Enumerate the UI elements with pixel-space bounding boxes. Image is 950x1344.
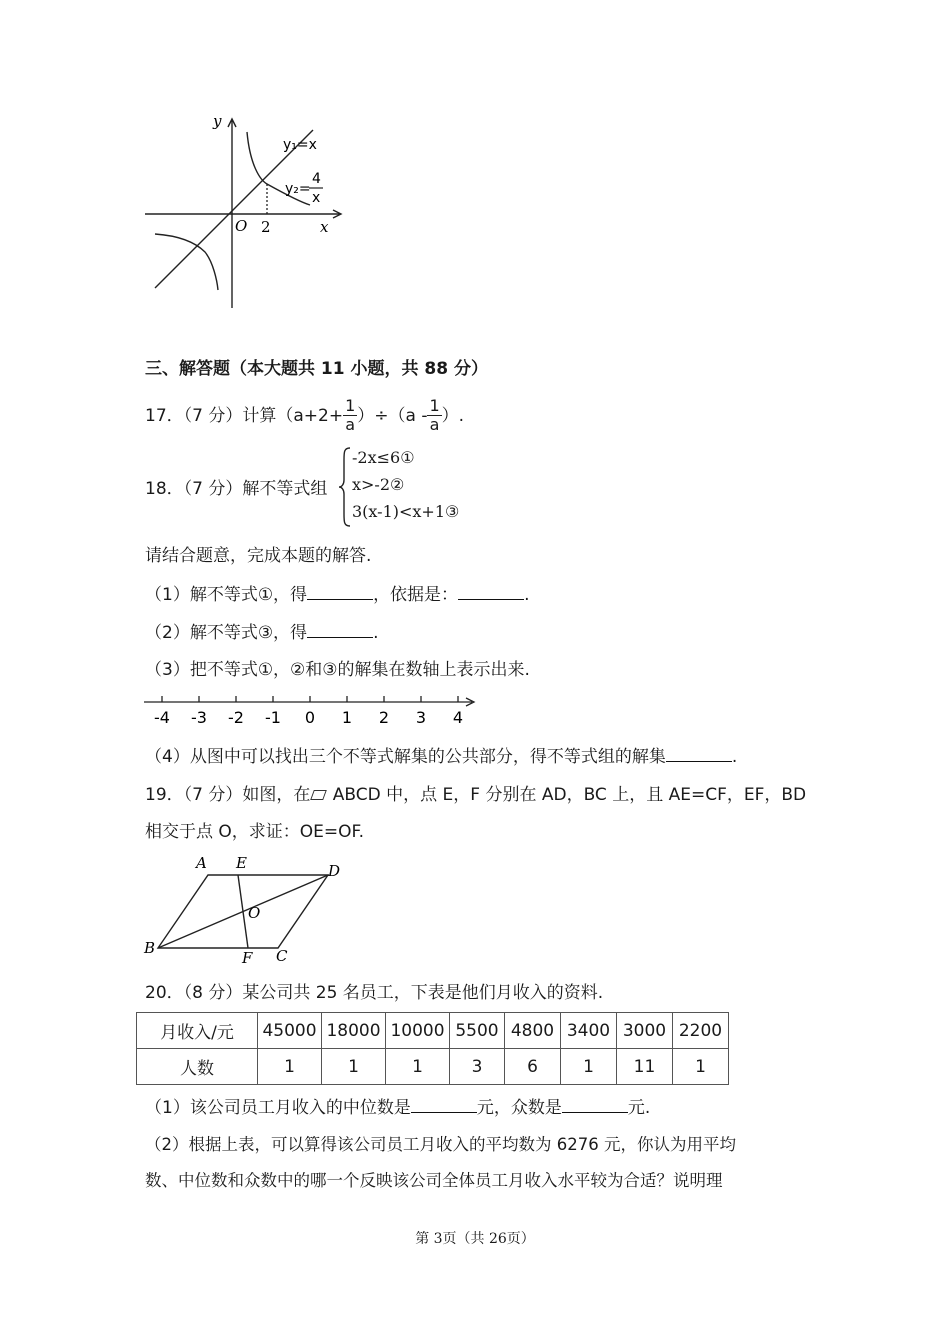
y-axis-label: y — [213, 112, 222, 130]
table-cell: 11 — [617, 1049, 673, 1085]
table-row — [137, 1049, 729, 1085]
q18-part-2 — [145, 621, 378, 644]
number-line — [140, 692, 485, 732]
label-d: D — [328, 862, 341, 880]
page-footer: 第 3页（共 26页） — [415, 1231, 535, 1247]
table-cell: 2200 — [673, 1013, 729, 1049]
q18-part-1 — [145, 583, 529, 606]
hyperbola-third-quadrant — [155, 234, 218, 290]
parallelogram-icon — [311, 790, 328, 800]
q17-mid: ）÷（a - — [357, 405, 428, 426]
number-line-label: 1 — [341, 708, 353, 727]
label-o: O — [248, 904, 261, 922]
q18-part-3: （3）把不等式①，②和③的解集在数轴上表示出来. — [145, 660, 530, 680]
inequality-3: 3(x-1)<x+1③ — [352, 502, 460, 521]
q19-line-1 — [145, 784, 806, 806]
y2-label: y₂= — [285, 181, 311, 197]
segment-ef — [238, 875, 248, 948]
answer-blank[interactable] — [307, 621, 373, 638]
question-17 — [145, 397, 464, 434]
label-a: A — [196, 854, 207, 872]
q20-part-2-line-1: （2）根据上表，可以算得该公司员工月收入的平均数为 6276 元，你认为用平均 — [145, 1135, 736, 1154]
answer-blank[interactable] — [562, 1096, 628, 1113]
table-cell: 1 — [386, 1049, 450, 1085]
table-header-income: 月收入/元 — [137, 1013, 258, 1049]
number-line-label: -4 — [154, 708, 170, 727]
table-header-count: 人数 — [137, 1049, 258, 1085]
q17-fraction-1 — [343, 397, 357, 434]
q19-text-b: ABCD 中，点 E，F 分别在 AD，BC 上，且 AE=CF，EF，BD — [327, 785, 807, 805]
table-row — [137, 1013, 729, 1049]
income-table — [136, 1012, 729, 1085]
q18-p1-text-c: . — [524, 585, 530, 605]
q18-intro: 请结合题意，完成本题的解答. — [145, 546, 372, 566]
table-cell: 1 — [561, 1049, 617, 1085]
label-e: E — [236, 854, 247, 872]
table-cell: 5500 — [450, 1013, 505, 1049]
table-cell: 3000 — [617, 1013, 673, 1049]
answer-blank[interactable] — [666, 745, 732, 762]
table-cell: 45000 — [258, 1013, 322, 1049]
parallelogram-figure — [138, 852, 348, 967]
number-line-label: -2 — [228, 708, 244, 727]
q18-p4-text-b: . — [731, 747, 738, 767]
table-cell: 18000 — [322, 1013, 386, 1049]
y2-denominator: x — [312, 190, 321, 206]
label-b: B — [144, 939, 156, 957]
number-line-label: 4 — [452, 708, 464, 727]
q18-p2-text-b: . — [373, 623, 379, 643]
number-line-label: -1 — [265, 708, 281, 727]
q17-prefix: 17．（7 分）计算（a+2+ — [145, 405, 344, 426]
answer-blank[interactable] — [307, 583, 373, 600]
brace-icon — [338, 446, 352, 528]
origin-label: O — [235, 217, 248, 235]
q19-line-2: 相交于点 O，求证：OE=OF. — [145, 822, 364, 842]
q18-p4-text-a: （4）从图中可以找出三个不等式解集的公共部分，得不等式组的解集 — [145, 747, 666, 767]
y1-label: y₁=x — [283, 137, 317, 153]
table-cell: 1 — [322, 1049, 386, 1085]
q17-num1: 1 — [345, 396, 356, 415]
label-c: C — [276, 947, 288, 965]
table-cell: 1 — [673, 1049, 729, 1085]
number-line-label: 3 — [415, 708, 427, 727]
table-cell: 6 — [505, 1049, 561, 1085]
table-cell: 3400 — [561, 1013, 617, 1049]
label-f: F — [242, 949, 253, 967]
q18-p2-text-a: （2）解不等式③，得 — [145, 623, 308, 643]
tick-two-label: 2 — [261, 218, 271, 236]
q17-fraction-2 — [427, 397, 441, 434]
line-y1 — [155, 130, 313, 288]
q20-p1-text-b: 元，众数是 — [476, 1098, 562, 1118]
q18-prefix: 18．（7 分）解不等式组 — [145, 479, 328, 499]
number-line-label: 0 — [304, 708, 316, 727]
q18-p1-text-a: （1）解不等式①，得 — [145, 585, 308, 605]
table-cell: 10000 — [386, 1013, 450, 1049]
q20-p1-text-c: 元. — [627, 1098, 651, 1118]
q19-text-a: 19．（7 分）如图，在 — [145, 785, 311, 805]
answer-blank[interactable] — [458, 583, 524, 600]
q20-intro: 20．（8 分）某公司共 25 名员工，下表是他们月收入的资料. — [145, 983, 604, 1003]
q20-part-1 — [145, 1096, 650, 1119]
q17-num2: 1 — [429, 396, 440, 415]
table-cell: 4800 — [505, 1013, 561, 1049]
number-line-label: -3 — [191, 708, 207, 727]
q17-den2: a — [429, 415, 440, 434]
section-title: 三、解答题（本大题共 11 小题，共 88 分） — [145, 359, 488, 379]
inequality-1: -2x≤6① — [352, 448, 415, 467]
q20-part-2-line-2: 数、中位数和众数中的哪一个反映该公司全体员工月收入水平较为合适？说明理 — [145, 1171, 723, 1190]
q18-p1-text-b: ，依据是： — [373, 585, 459, 605]
q20-p1-text-a: （1）该公司员工月收入的中位数是 — [145, 1098, 411, 1118]
q17-den1: a — [345, 415, 356, 434]
table-cell: 1 — [258, 1049, 322, 1085]
answer-blank[interactable] — [411, 1096, 477, 1113]
q17-suffix: ）. — [441, 405, 465, 426]
function-graph — [135, 110, 365, 320]
y2-numerator: 4 — [312, 171, 321, 187]
number-line-label: 2 — [378, 708, 390, 727]
x-axis-label: x — [320, 218, 329, 236]
q18-part-4 — [145, 745, 737, 768]
table-cell: 3 — [450, 1049, 505, 1085]
inequality-2: x>-2② — [352, 475, 405, 494]
